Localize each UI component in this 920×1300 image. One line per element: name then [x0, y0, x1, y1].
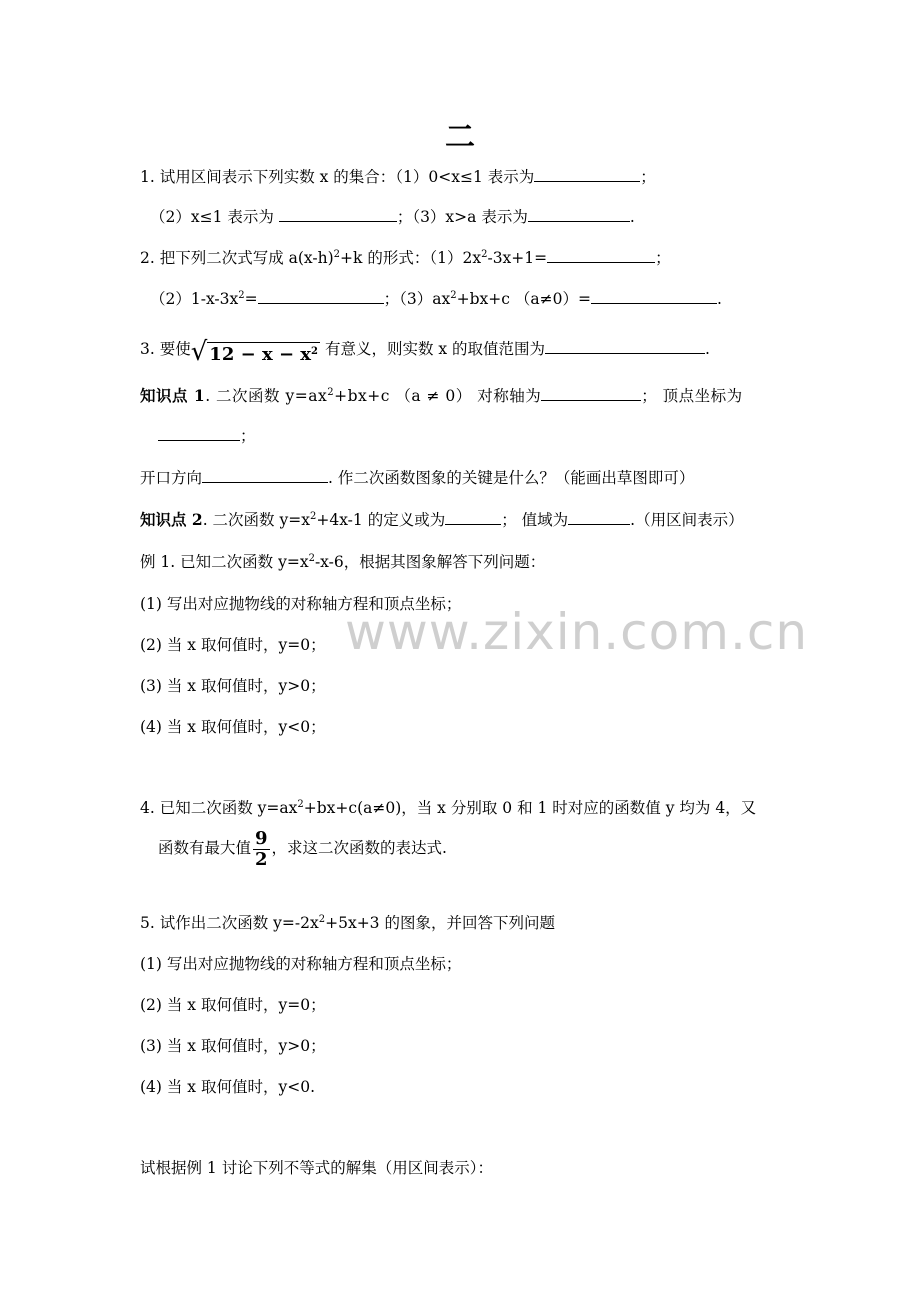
- answer-blank[interactable]: [591, 289, 717, 304]
- answer-blank[interactable]: [158, 426, 240, 441]
- answer-blank[interactable]: [279, 207, 397, 222]
- list-item: (4) 当 x 取何值时，y<0.: [140, 1078, 316, 1096]
- question-5-title: 5. 试作出二次函数 $y=-2x^2+5x+3$ 的图象，并回答下列问题: [140, 914, 555, 932]
- answer-blank[interactable]: [568, 510, 630, 525]
- list-item: (1) 写出对应抛物线的对称轴方程和顶点坐标；: [140, 595, 462, 613]
- answer-blank[interactable]: [445, 510, 501, 525]
- radical-sign-icon: √: [190, 337, 208, 367]
- answer-blank[interactable]: [258, 289, 384, 304]
- list-item: (3) 当 x 取何值时，y>0；: [140, 1037, 326, 1055]
- answer-blank[interactable]: [547, 248, 655, 263]
- question-2-line-2: $(2)1-x-3x^2=$ ；$(3)ax^2+bx+c$ （a≠0）= .: [150, 290, 722, 308]
- question-1-line-2: （2）x≤1 表示为 ；（3）x>a 表示为 .: [150, 208, 635, 226]
- knowledge-point-1-line-3: 开口方向 . 作二次函数图象的关键是什么？（能画出草图即可）: [140, 469, 695, 487]
- answer-blank[interactable]: [534, 167, 640, 182]
- list-item: (4) 当 x 取何值时，y<0；: [140, 718, 326, 736]
- question-4-line-1: 4. 已知二次函数 $y=ax^2+bx+c(a\ne 0)$，当 x 分别取 0 和 1 时对应的函数值 y 均为 4，又: [140, 799, 757, 817]
- list-item: (2) 当 x 取何值时，y=0；: [140, 996, 326, 1014]
- fraction: $\frac{9}{2}$: [255, 827, 268, 870]
- answer-blank[interactable]: [528, 207, 630, 222]
- list-item: (2) 当 x 取何值时，y=0；: [140, 636, 326, 654]
- answer-blank[interactable]: [545, 339, 705, 354]
- question-1-line-1: 1. 试用区间表示下列实数 x 的集合：（1）0<x≤1 表示为 ；: [140, 168, 656, 186]
- watermark: www.zixin.com.cn: [345, 603, 809, 661]
- knowledge-point-1-line-1: 知识点 1. 二次函数 $y=ax^2+bx+c$ （a ≠ 0） 对称轴为 ； 顶点坐标为: [140, 386, 743, 405]
- closing-prompt: 试根据例 1 讨论下列不等式的解集（用区间表示）：: [140, 1159, 493, 1177]
- question-3: 3. 要使√ $12 - x - x^2$ 有意义，则实数 x 的取值范围为 .: [140, 337, 710, 367]
- list-item: (3) 当 x 取何值时，y>0；: [140, 677, 326, 695]
- knowledge-point-2: 知识点 2. 二次函数 $y=x^2+4x-1$ 的定义或为 ； 值域为 .（用区间表示）: [140, 510, 744, 529]
- page-title: 二: [445, 120, 475, 155]
- answer-blank[interactable]: [202, 468, 328, 483]
- example-1-title: 例 1. 已知二次函数 $y=x^2-x-6$，根据其图象解答下列问题：: [140, 553, 546, 571]
- question-2-line-1: 2. 把下列二次式写成 $a(x-h)^2+k$ 的形式：$(1)2x^2-3x+1=$ ；: [140, 249, 671, 267]
- knowledge-point-1-line-2: ；: [158, 425, 256, 447]
- answer-blank[interactable]: [541, 386, 641, 401]
- question-4-line-2: 函数有最大值 $\frac{9}{2}$ ，求这二次函数的表达式.: [158, 827, 447, 870]
- list-item: (1) 写出对应抛物线的对称轴方程和顶点坐标；: [140, 955, 462, 973]
- square-root-expression: √ $12 - x - x^2$: [190, 337, 319, 367]
